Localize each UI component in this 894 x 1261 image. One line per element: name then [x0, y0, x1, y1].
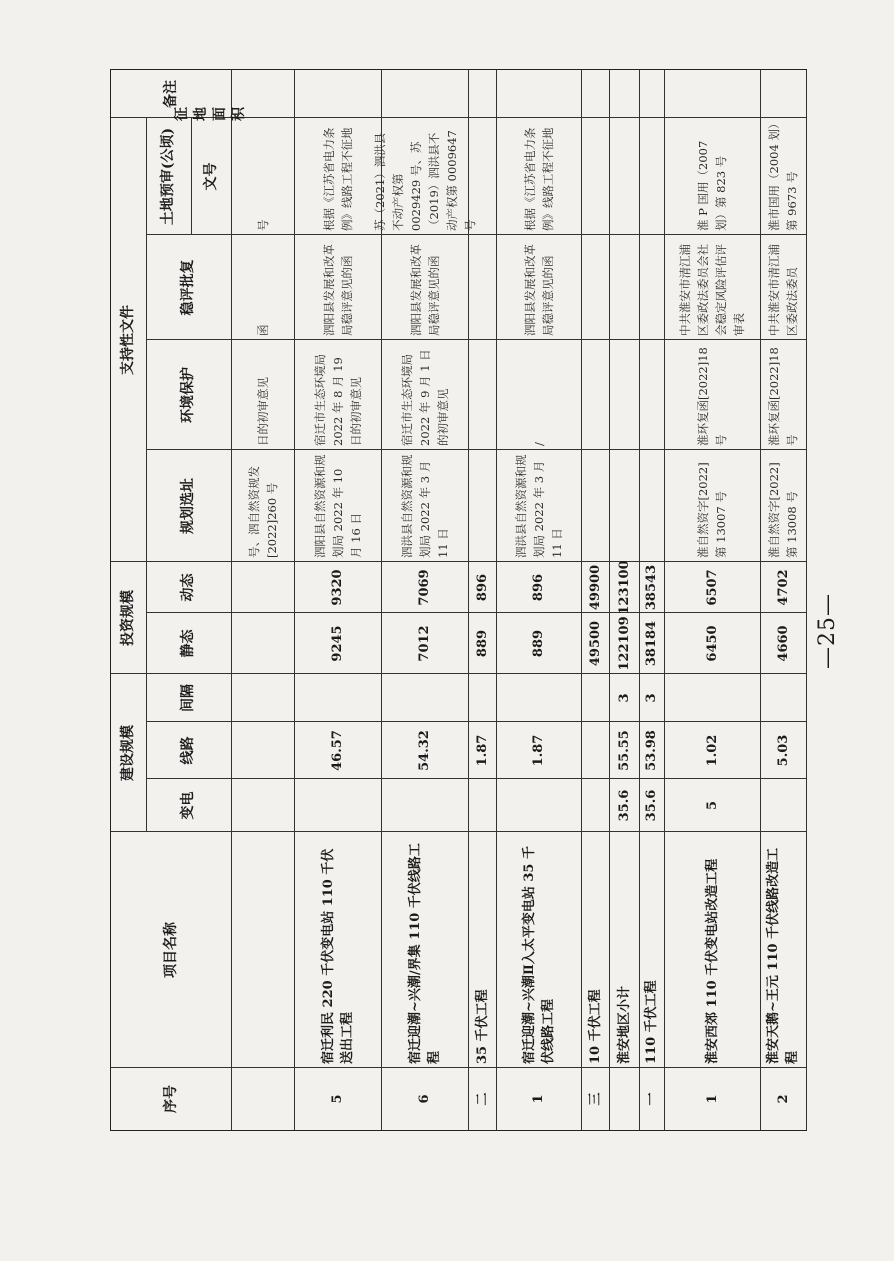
row-7-stab [639, 235, 664, 340]
row-3-env [468, 340, 496, 450]
row-0-bay [231, 674, 294, 722]
row-4-remark [496, 70, 581, 118]
row-9-stab: 中共淮安市清江浦区委政法委员 [767, 244, 799, 336]
row-0-static [231, 613, 294, 674]
row-9-name: 淮安天鹅~王元 110 千伏线路改造工程 [766, 847, 800, 1064]
row-5-seq: 三 [587, 1092, 603, 1106]
row-7-name: 110 千伏工程 [644, 980, 659, 1064]
page-number: —25— [815, 593, 840, 669]
header-static: 静态 [180, 629, 196, 658]
row-7-static: 38184 [644, 620, 659, 667]
row-7-plan [639, 450, 664, 562]
row-7-docno [639, 118, 664, 235]
row-0-remark [231, 70, 294, 118]
row-2-docno: 苏（2021）泗洪县不动产权第 0029429 号、苏（2019）泗洪县不动产权第 0009647 号 [372, 130, 477, 231]
row-6-seq [609, 1068, 639, 1130]
header-substation: 变电 [180, 791, 196, 820]
row-3-stab [468, 235, 496, 340]
row-5-plan [581, 450, 609, 562]
row-9-line: 5.03 [775, 734, 791, 767]
row-4-name: 宿迁迎潮~兴潮Ⅱ入太平变电站 35 千伏线路工程 [521, 846, 556, 1064]
row-8-seq: 1 [704, 1094, 720, 1104]
row-8-stab: 中共淮安市清江浦区委政法委员会社会稳定风险评估评审表 [678, 244, 746, 336]
row-9-docno: 淮市国用（2004 划）第 9673 号 [767, 123, 799, 231]
row-5-bay [581, 674, 609, 722]
row-6-sub: 35.6 [616, 789, 632, 822]
row-4-seq: 1 [531, 1094, 546, 1104]
row-0-name [231, 832, 294, 1068]
row-9-plan: 淮自然资字[2022]第 13008 号 [767, 462, 799, 558]
row-9-bay [760, 674, 806, 722]
row-5-name: 10 千伏工程 [587, 989, 603, 1064]
row-4-env: / [531, 442, 546, 446]
row-7-seq: 一 [644, 1092, 659, 1106]
row-3-dynamic: 896 [474, 573, 490, 602]
header-dynamic: 动态 [180, 573, 196, 602]
row-1-name: 宿迁利民 220 千伏变电站 110 千伏送出工程 [320, 848, 355, 1064]
row-3-static: 889 [474, 629, 490, 658]
row-4-dynamic: 896 [531, 573, 546, 602]
row-1-static: 9245 [330, 625, 345, 662]
row-1-sub [294, 779, 381, 832]
header-land-area: 征地面积 [174, 107, 247, 121]
row-8-line: 1.02 [704, 734, 720, 767]
row-3-plan [468, 450, 496, 562]
row-5-remark [581, 70, 609, 118]
row-0-docno: 号 [255, 219, 270, 231]
row-6-env [609, 340, 639, 450]
header-planning-site: 规划选址 [180, 478, 196, 534]
row-8-sub: 5 [704, 800, 720, 811]
row-4-plan: 泗洪县自然资源和规划局 2022 年 3 月 11 日 [513, 454, 564, 558]
row-5-dynamic: 49900 [587, 564, 603, 611]
row-8-remark [664, 70, 760, 118]
row-1-docno: 根据《江苏省电力条例》线路工程不征地 [321, 127, 354, 231]
header-line: 线路 [180, 736, 196, 765]
row-7-bay: 3 [644, 693, 659, 703]
row-2-sub [381, 779, 468, 832]
row-6-dynamic: 123100 [616, 560, 632, 615]
row-2-name: 宿迁迎潮~兴潮/界集 110 千伏线路工程 [407, 843, 442, 1064]
row-1-seq: 5 [330, 1094, 345, 1104]
row-0-dynamic [231, 562, 294, 613]
row-8-name: 淮安西郊 110 千伏变电站改造工程 [704, 858, 720, 1064]
row-3-bay [468, 674, 496, 722]
row-9-static: 4660 [775, 625, 791, 662]
header-bay: 间隔 [180, 684, 196, 712]
row-6-static: 122109 [616, 616, 632, 671]
row-2-line: 54.32 [417, 730, 432, 771]
row-2-bay [381, 674, 468, 722]
row-2-remark [381, 70, 468, 118]
row-6-name: 淮安地区小计 [616, 985, 632, 1064]
row-3-docno [468, 118, 496, 235]
row-0-stab: 函 [255, 324, 270, 336]
row-8-plan: 淮自然资字[2022]第 13007 号 [696, 462, 728, 558]
header-build-scale: 建设规模 [120, 725, 136, 781]
project-table [110, 69, 807, 1131]
row-9-remark [760, 70, 806, 118]
row-6-docno [609, 118, 639, 235]
row-0-seq [231, 1068, 294, 1130]
row-0-sub [231, 779, 294, 832]
row-8-static: 6450 [704, 625, 720, 662]
row-7-line: 53.98 [644, 730, 659, 771]
row-4-static: 889 [531, 629, 546, 658]
row-0-env: 日的初审意见 [255, 377, 270, 446]
row-7-dynamic: 38543 [644, 564, 659, 611]
row-8-dynamic: 6507 [704, 569, 720, 606]
row-2-seq: 6 [417, 1094, 432, 1104]
row-0-line [231, 722, 294, 779]
row-4-sub [496, 779, 581, 832]
header-doc-no: 文号 [202, 162, 219, 191]
header-support-docs: 支持性文件 [120, 305, 136, 375]
row-3-line: 1.87 [474, 734, 490, 767]
row-2-static: 7012 [417, 625, 432, 662]
row-6-remark [609, 70, 639, 118]
row-7-sub: 35.6 [644, 789, 659, 822]
row-2-stab: 泗阳县发展和改革局稳评意见的函 [408, 244, 441, 336]
row-5-env [581, 340, 609, 450]
row-6-bay: 3 [616, 693, 632, 703]
row-9-env: 淮环复函[2022]18 号 [767, 347, 799, 446]
grid-line [806, 70, 807, 1130]
row-2-plan: 泗洪县自然资源和规划局 2022 年 3 月 11 日 [399, 454, 450, 558]
row-7-remark [639, 70, 664, 118]
row-7-env [639, 340, 664, 450]
row-1-remark [294, 70, 381, 118]
row-6-line: 55.55 [616, 730, 632, 771]
row-2-env: 宿迁市生态环境局 2022 年 9 月 1 日的初审意见 [399, 349, 450, 446]
header-stability: 稳评批复 [180, 259, 196, 316]
row-4-bay [496, 674, 581, 722]
row-9-sub [760, 779, 806, 832]
row-4-line: 1.87 [531, 734, 546, 767]
row-8-bay [664, 674, 760, 722]
row-1-env: 宿迁市生态环境局 2022 年 8 月 19 日的初审意见 [312, 354, 363, 446]
row-5-docno [581, 118, 609, 235]
row-1-line: 46.57 [330, 730, 345, 771]
row-3-seq: 二 [474, 1092, 490, 1106]
row-8-env: 淮环复函[2022]18 号 [696, 347, 728, 446]
row-4-docno: 根据《江苏省电力条例》线路工程不征地 [522, 127, 555, 231]
row-5-line [581, 722, 609, 779]
header-invest-scale: 投资规模 [120, 590, 136, 646]
row-8-docno: 淮 P 国用（2007 划）第 823 号 [696, 140, 728, 231]
header-remark: 备注 [162, 80, 179, 108]
row-5-static: 49500 [587, 620, 603, 667]
row-1-stab: 泗阳县发展和改革局稳评意见的函 [321, 244, 354, 336]
row-6-plan [609, 450, 639, 562]
row-9-seq: 2 [775, 1094, 791, 1104]
row-6-stab [609, 235, 639, 340]
row-4-stab: 泗阳县发展和改革局稳评意见的函 [522, 244, 555, 336]
row-1-bay [294, 674, 381, 722]
row-3-sub [468, 779, 496, 832]
row-2-dynamic: 7069 [417, 569, 432, 606]
header-name: 项目名称 [162, 922, 179, 978]
row-5-sub [581, 779, 609, 832]
row-1-plan: 泗阳县自然资源和规划局 2022 年 10 月 16 日 [312, 454, 363, 558]
row-9-dynamic: 4702 [775, 569, 791, 606]
header-seq: 序号 [162, 1085, 179, 1113]
header-land-pre: 土地预审(公顷) [160, 127, 176, 226]
row-1-dynamic: 9320 [330, 569, 345, 606]
row-3-name: 35 千伏工程 [474, 989, 490, 1064]
row-3-remark [468, 70, 496, 118]
header-env-protection: 环境保护 [180, 367, 196, 423]
row-0-plan: 号、泗自然资规发[2022]260 号 [246, 466, 279, 558]
row-5-stab [581, 235, 609, 340]
